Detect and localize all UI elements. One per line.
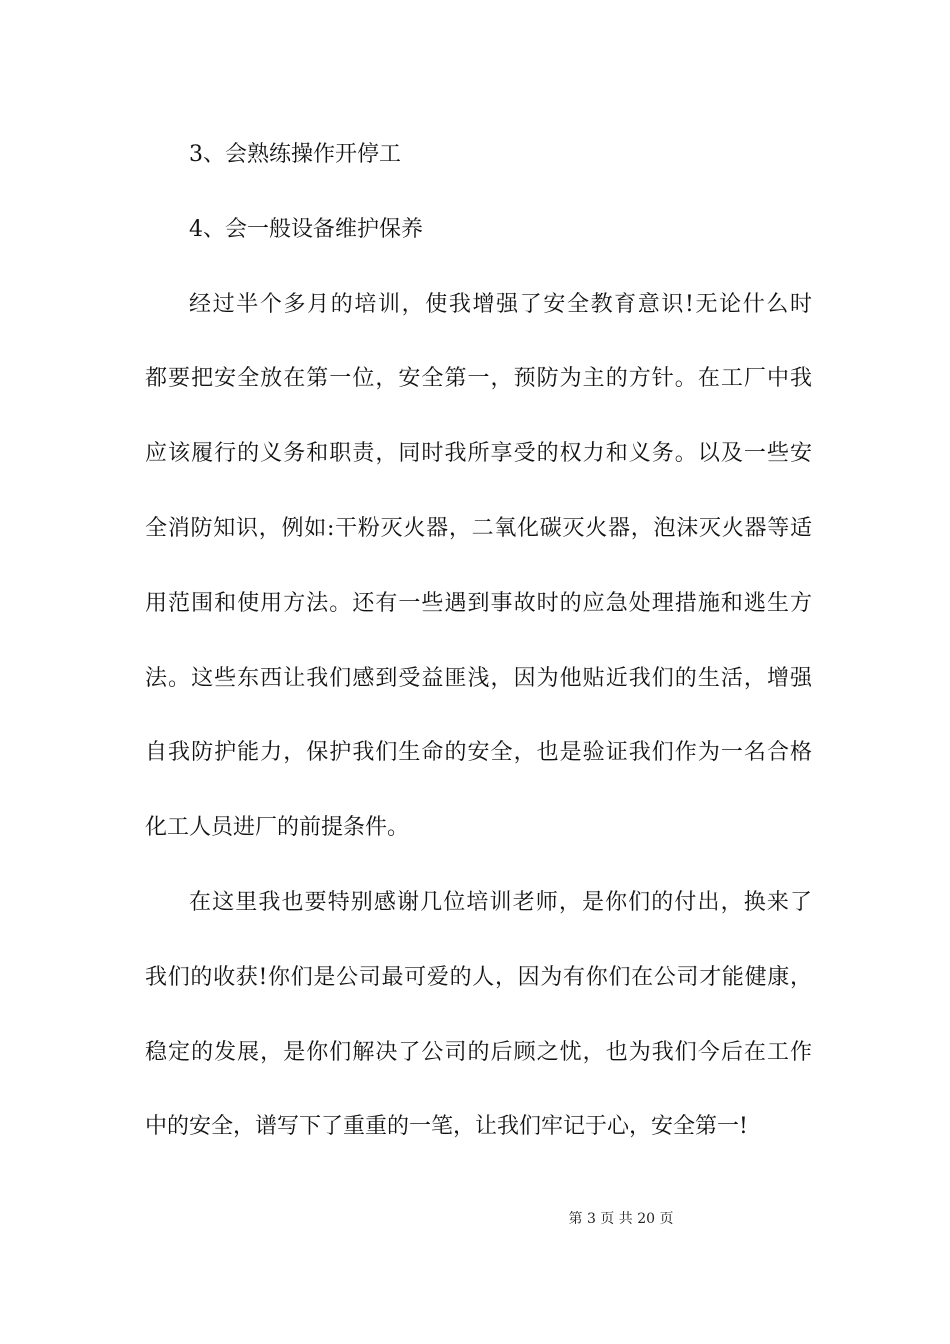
paragraph-line: 化工人员进厂的前提条件。: [145, 815, 410, 841]
page-number-footer: 第 3 页 共 20 页: [568, 1211, 674, 1227]
paragraph-line: 我们的收获!你们是公司最可爱的人，因为有你们在公司才能健康，: [145, 964, 812, 990]
paragraph-line: 法。这些东西让我们感到受益匪浅，因为他贴近我们的生活，增强: [145, 665, 812, 691]
paragraph-line: 在这里我也要特别感谢几位培训老师，是你们的付出，换来了: [189, 889, 812, 915]
paragraph-thanks: [145, 866, 812, 1165]
paragraph-line: 稳定的发展，是你们解决了公司的后顾之忧，也为我们今后在工作: [145, 1039, 812, 1065]
paragraph-line: 经过半个多月的培训，使我增强了安全教育意识!无论什么时: [189, 291, 812, 317]
list-item: 3、会熟练操作开停工: [189, 142, 401, 167]
paragraph-line: 应该履行的义务和职责，同时我所享受的权力和义务。以及一些安: [145, 441, 812, 467]
paragraph-training-summary: [145, 268, 812, 866]
paragraph-line: 都要把安全放在第一位，安全第一，预防为主的方针。在工厂中我: [145, 366, 812, 392]
document-body: [145, 118, 812, 1165]
paragraph-line: 全消防知识，例如:干粉灭火器，二氧化碳灭火器，泡沫灭火器等适: [145, 515, 812, 541]
paragraph-line: 中的安全，谱写下了重重的一笔，让我们牢记于心，安全第一!: [145, 1114, 748, 1140]
paragraph-line: 用范围和使用方法。还有一些遇到事故时的应急处理措施和逃生方: [145, 590, 812, 616]
list-item: 4、会一般设备维护保养: [189, 216, 423, 242]
paragraph-line: 自我防护能力，保护我们生命的安全，也是验证我们作为一名合格: [145, 740, 812, 766]
